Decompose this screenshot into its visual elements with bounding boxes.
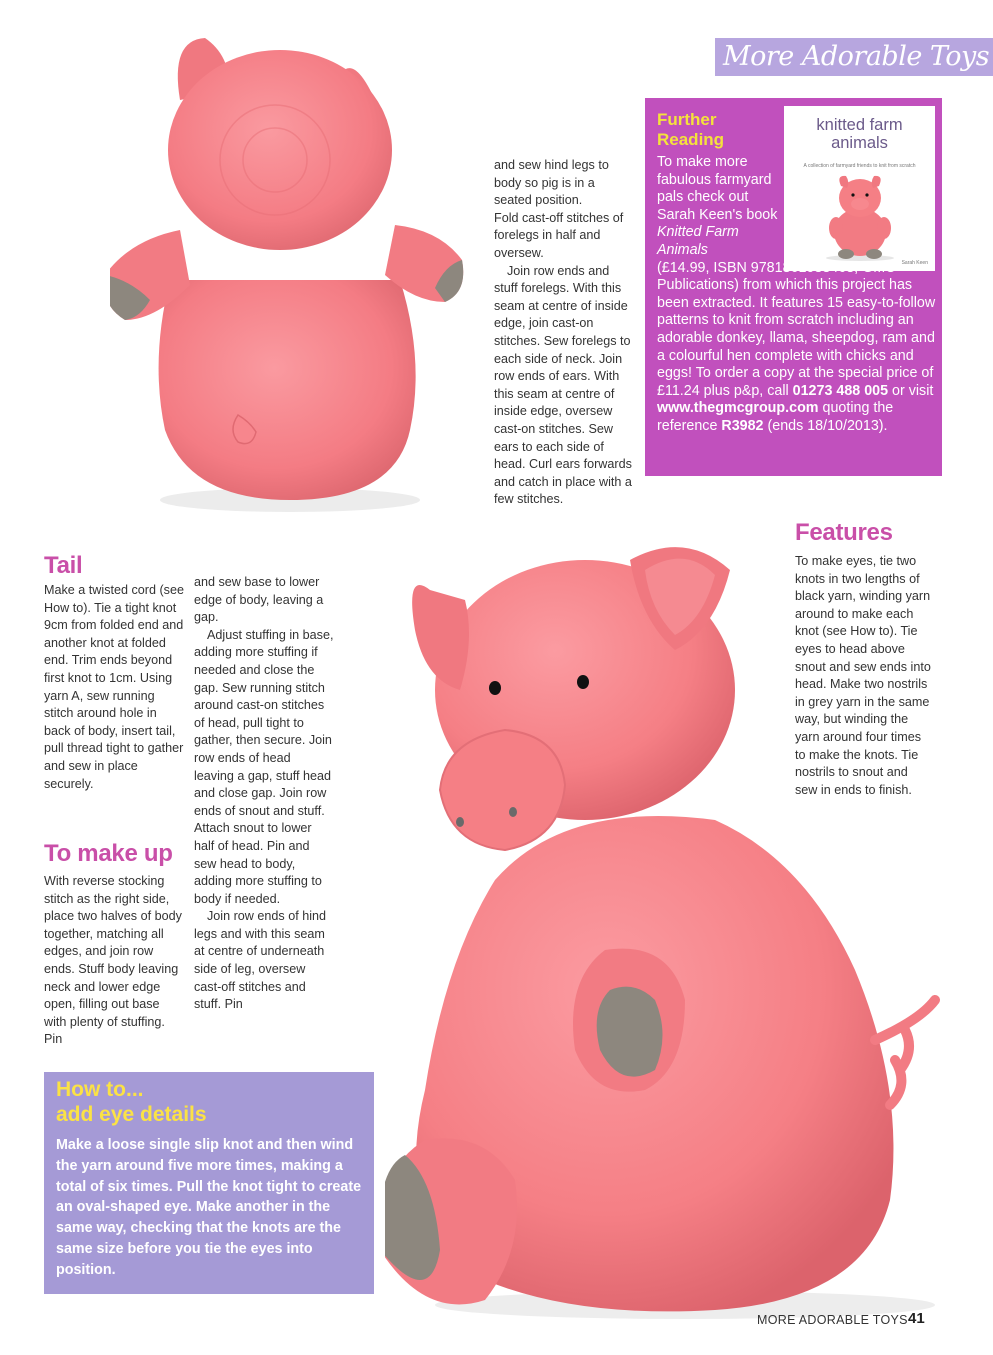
assembly-instructions: and sew base to lower edge of body, leaving a gap. Adjust stuffing in base, adding more stuffing if needed and close the gap. Sew running stitch around cast-on stitches of head, pull tight to gather, then secure. Join row ends of head leaving a gap, stuff head and close gap. Join row ends of snout and stuff. Attach snout to lower half of head. Pin and sew head to body, adding more stuffing to body if needed. Join row ends of hind legs and with this seam at centre of underneath side of leg, oversew cast-off stitches and stuff. Pin — [194, 575, 334, 1012]
section-banner — [715, 38, 993, 76]
how-to-heading: How to... add eye details — [56, 1078, 207, 1126]
book-cover-title: knitted farm animals — [816, 116, 903, 152]
how-to-text: Make a loose single slip knot and then wind the yarn around five more times, making a total of six times. Pull the knot tight to create an oval-shaped eye. Make another in the same way, checking that the knots are the same size before you tie the eyes into position. — [56, 1137, 362, 1278]
page-number: 41 — [908, 1310, 925, 1327]
book-cover-author: Sarah Keen — [901, 260, 928, 266]
pig-back-photo — [110, 30, 470, 520]
legs-ears-instructions: and sew hind legs to body so pig is in a seated position. Fold cast-off stitches of forelegs in half and oversew. Join row ends and stuff forelegs. With this seam at centre of inside edge, join cast-on stitches. Sew forelegs to each side of neck. Join row ends of ears. With this seam at centre of inside edge, oversew cast-on stitches. Sew ears to each side of head. Curl ears forwards and catch in place with a few stitches. — [494, 158, 632, 507]
to-make-up-text: With reverse stocking stitch as the right side, place two halves of body together, matching all edges, and join row ends. Stuff body leaving neck and lower edge open, filling out base with plenty of stuffing. Pin — [44, 874, 182, 1047]
features-heading: Features — [795, 519, 893, 546]
tail-text: Make a twisted cord (see How to). Tie a tight knot 9cm from folded end and another knot at folded end. Trim ends beyond first knot to 1cm. Using yarn A, sew running stitch around hole in back of body, insert tail, pull thread tight to gather and sew in place securely. — [44, 583, 184, 791]
order-phone: 01273 488 005 — [792, 382, 889, 399]
book-cover-subtitle: A collection of farmyard friends to knit from scratch — [803, 163, 916, 169]
section-banner-title: More Adorable Toys — [723, 41, 990, 72]
reference-code: R3982 — [721, 417, 764, 434]
further-reading-text: To make more fabulous farmyard pals check out Sarah Keen's book Knitted Farm Animals (£14.99, ISBN 9781861088468, GMC Publications) from which this project has been extracted. It features 15 easy-to-follow patterns to knit from scratch including an adorable donkey, llama, sheepdog, ram and a colourful hen complete with chicks and eggs! To order a copy at the special price of £11.24 plus p&p, call 01273 488 005 or visit www.thegmcgroup.com quoting the reference R3982 (ends 18/10/2013). — [657, 154, 936, 434]
how-to-box — [44, 1072, 374, 1294]
footer-label: MORE ADORABLE TOYS — [757, 1313, 908, 1327]
features-text: To make eyes, tie two knots in two lengths of black yarn, winding yarn around to make each knot (see How to). Tie eyes to head above snout and sew ends into head. Make two nostrils in grey yarn in the same way, but winding the yarn around four times to make the knots. Tie nostrils to snout and sew in ends to finish. — [795, 554, 931, 797]
further-reading-heading: Further Reading — [657, 110, 725, 149]
tail-heading: Tail — [44, 552, 83, 579]
further-reading-box — [645, 98, 942, 476]
to-make-up-heading: To make up — [44, 840, 173, 867]
website-link[interactable]: www.thegmcgroup.com — [657, 400, 819, 417]
